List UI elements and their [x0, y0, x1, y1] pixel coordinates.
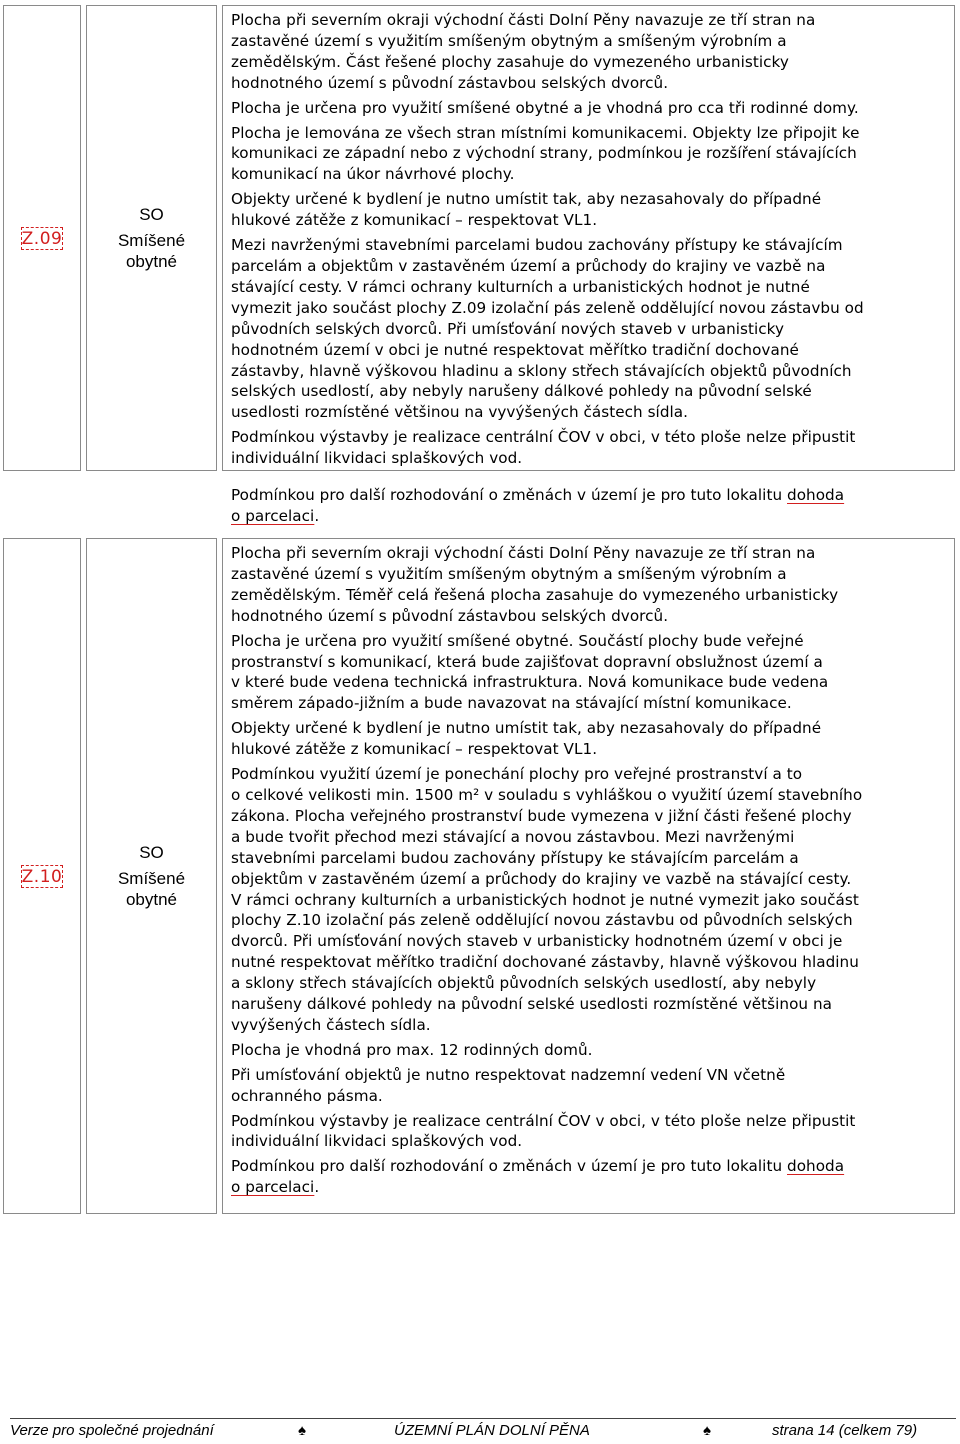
condition-suffix: .	[314, 506, 320, 525]
paragraph: Plocha je určena pro využití smíšené obytné a je vhodná pro cca tři rodinné domy.	[231, 98, 859, 117]
condition-link-parcelace: o parcelaci	[231, 506, 315, 525]
plot-type-abbr: SO	[139, 843, 164, 862]
paragraph: Při umísťování objektů je nutno respektovat nadzemní vedení VN včetně ochranného pásma.	[231, 1065, 786, 1105]
page-footer	[10, 1418, 956, 1441]
plot-code-z09: Z.09	[21, 228, 63, 249]
paragraph: Mezi navrženými stavebními parcelami budou zachovány přístupy ke stávajícím parcelám a objektům v zastavěném území a průchody do krajiny ve vazbě na stávající cesty. V rámci ochrany kulturních a urbanistických hodnot je nutné vymezit jako součást plochy Z.09 izolační pás zeleně oddělující novou zástavbu od původních selských dvorců. Při umísťování nových staveb v urbanisticky hodnotném území v obci je nutné respektovat měřítko tradiční dochované zástavby, hlavně výškovou hladinu a sklony střech stávajících objektů původních selských usedlostí, aby nebyly narušeny dálkové pohledy na původní selské usedlosti rozmístěné většinou na vyvýšených částech sídla.	[231, 236, 864, 422]
spade-icon: ♠	[298, 1422, 306, 1439]
row-z10-code-cell	[3, 538, 81, 1214]
plot-type-name: Smíšené obytné	[117, 231, 186, 271]
spade-icon: ♠	[703, 1422, 711, 1439]
footer-version: Verze pro společné projednání	[10, 1422, 214, 1439]
paragraph: Plocha je lemována ze všech stran místními komunikacemi. Objekty lze připojit ke komunikaci ze západní nebo z východní strany, podmínkou je rozšíření stávajících komunikací na úkor návrhové plochy.	[231, 123, 860, 184]
row-z09-text-cell	[222, 5, 955, 471]
paragraph: Plocha je určena pro využití smíšené obytné. Součástí plochy bude veřejné prostranství s komunikací, která bude zajišťovat dopravní obslužnost území a v které bude vedena technická infrastruktura. Nová komunikace bude vedena směrem západo-jižním a bude navazovat na stávající místní komunikace.	[231, 631, 829, 713]
paragraph: Podmínkou využití území je ponechání plochy pro veřejné prostranství a to o celkové velikosti min. 1500 m² v souladu s vyhláškou o využití území stavebního zákona. Plocha veřejného prostranství bude vymezena v jižní části řešené plochy a bude tvořit přechod mezi stávající a novou zástavbou. Mezi navrženými stavebními parcelami budou zachovány přístupy ke stávajícím parcelám a objektům v zastavěném území a průchody do krajiny ve vazbě na stávající cesty. V rámci ochrany kulturních a urbanistických hodnot je nutné vymezit jako součást plochy Z.10 izolační pás zeleně oddělující novou zástavbu od původních selských dvorců. Při umísťování nových staveb v urbanisticky hodnotném území v obci je nutné respektovat měřítko tradiční dochované zástavby, hlavně výškovou hladinu a sklony střech stávajících objektů původních selských usedlostí, aby nebyly narušeny dálkové pohledy na původní selské usedlosti rozmístěné většinou na vyvýšených částech sídla.	[231, 765, 863, 1034]
footer-document-title: ÚZEMNÍ PLÁN DOLNÍ PĚNA	[394, 1422, 590, 1439]
row-z10-text-cell	[222, 538, 955, 1214]
footer-page-number: strana 14 (celkem 79)	[772, 1422, 918, 1439]
row-z10-condition	[231, 1156, 946, 1198]
row-z10-type-cell	[86, 538, 217, 1214]
paragraph: Objekty určené k bydlení je nutno umístit tak, aby nezasahovaly do případné hlukové zátěže z komunikací – respektovat VL1.	[231, 190, 822, 230]
plot-type-abbr: SO	[139, 205, 164, 224]
plot-table	[1, 1, 955, 1213]
condition-text: Podmínkou pro další rozhodování o změnách v území je pro tuto lokalitu	[231, 1157, 787, 1176]
paragraph: Plocha při severním okraji východní části Dolní Pěny navazuje ze tří stran na zastavěné území s využitím smíšeným obytným a smíšeným výrobním a zemědělským. Téměř celá řešená plocha zasahuje do vymezeného urbanisticky hodnotného území s původní zástavbou selských dvorců.	[231, 544, 839, 625]
condition-link-dohoda: dohoda	[787, 1157, 845, 1176]
plot-type-name: Smíšené obytné	[117, 869, 186, 909]
row-z09-condition	[231, 485, 951, 527]
row-z09-type-cell	[86, 5, 217, 471]
condition-text: Podmínkou pro další rozhodování o změnách v území je pro tuto lokalitu	[231, 486, 787, 504]
paragraph: Plocha je vhodná pro max. 12 rodinných domů.	[231, 1040, 593, 1059]
paragraph: Plocha při severním okraji východní části Dolní Pěny navazuje ze tří stran na zastavěné území s využitím smíšeným obytným a smíšeným výrobním a zemědělským. Část řešené plochy zasahuje do vymezeného urbanisticky hodnotného území s původní zástavbou selských dvorců.	[231, 11, 816, 92]
row-z09-code-cell	[3, 5, 81, 471]
plot-code-z10: Z.10	[21, 866, 63, 887]
paragraph: Podmínkou výstavby je realizace centrální ČOV v obci, v této ploše nelze připustit individuální likvidaci splaškových vod.	[231, 1111, 856, 1151]
paragraph: Objekty určené k bydlení je nutno umístit tak, aby nezasahovaly do případné hlukové zátěže z komunikací – respektovat VL1.	[231, 719, 822, 759]
condition-suffix: .	[314, 1178, 320, 1197]
condition-link-parcelace: o parcelaci	[231, 1178, 315, 1197]
paragraph: Podmínkou výstavby je realizace centrální ČOV v obci, v této ploše nelze připustit individuální likvidaci splaškových vod.	[231, 428, 856, 468]
condition-link-dohoda: dohoda	[787, 486, 845, 504]
